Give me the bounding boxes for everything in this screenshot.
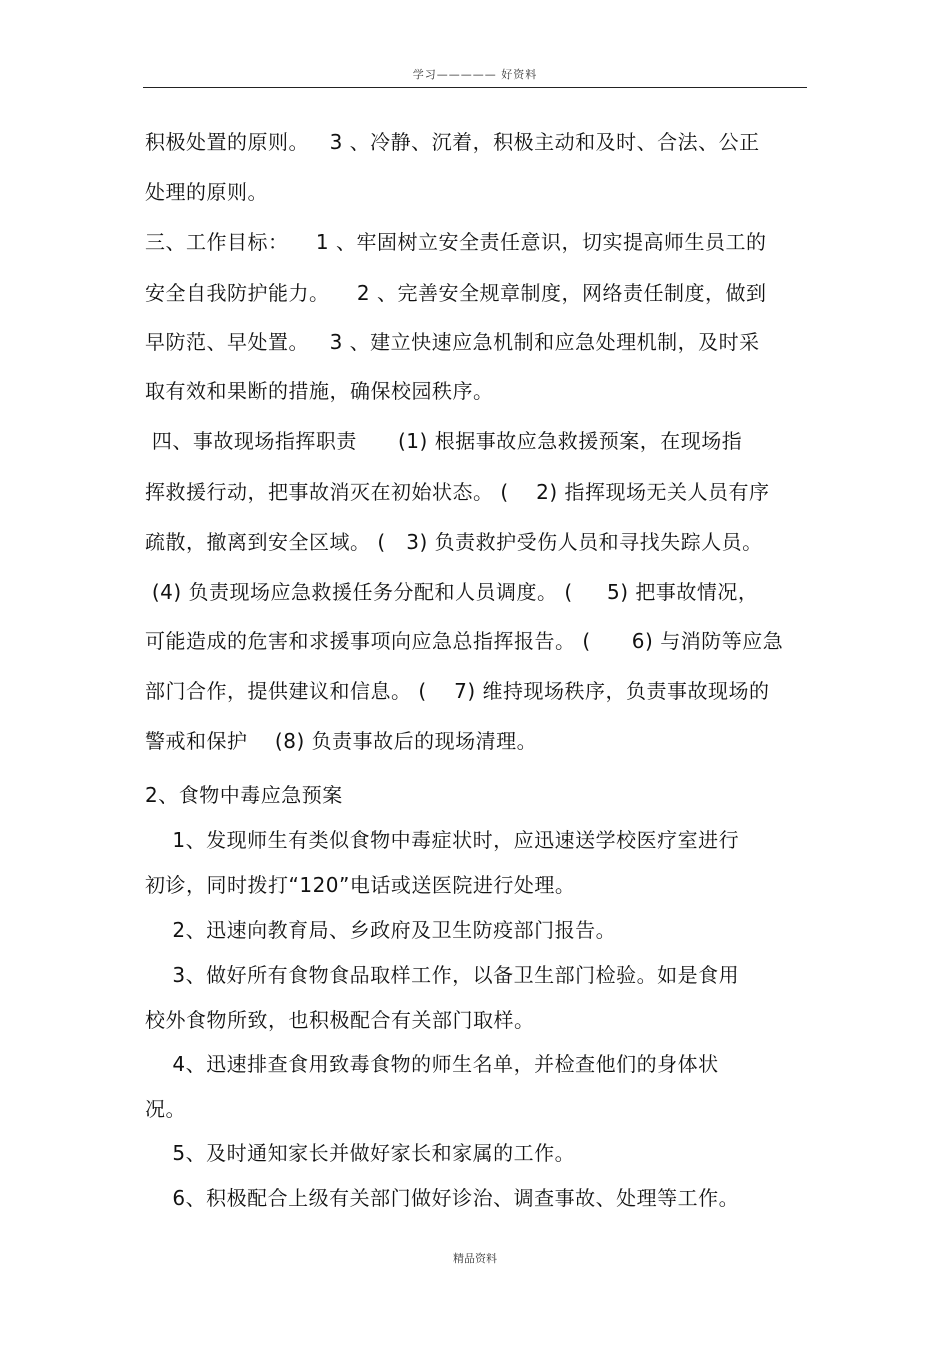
text-line: 校外食物所致，也积极配合有关部门取样。 [145,1008,535,1032]
text-line: 处理的原则。 [145,180,268,204]
text-line: 早防范、早处置。 3 、建立快速应急机制和应急处理机制，及时采 [145,330,760,354]
text-line: 取有效和果断的措施，确保校园秩序。 [145,379,494,403]
page-footer: 精品资料 [453,1252,497,1265]
text-line: 积极处置的原则。 3 、冷静、沉着，积极主动和及时、合法、公正 [145,130,760,154]
text-line: 2、迅速向教育局、乡政府及卫生防疫部门报告。 [145,918,617,942]
text-line: 三、工作目标： 1 、牢固树立安全责任意识，切实提高师生员工的 [145,230,767,254]
text-line: 安全自我防护能力。 2 、完善安全规章制度，网络责任制度，做到 [145,281,767,305]
text-line: 疏散，撤离到安全区域。 ( 3) 负责救护受伤人员和寻找失踪人员。 [145,530,763,554]
header-divider [143,87,807,88]
text-line: 可能造成的危害和求援事项向应急总指挥报告。 ( 6) 与消防等应急 [145,629,784,653]
page-header: 学习————— 好资料 [412,68,538,81]
text-line: 挥救援行动，把事故消灭在初始状态。 ( 2) 指挥现场无关人员有序 [145,480,770,504]
text-line: 1、发现师生有类似食物中毒症状时，应迅速送学校医疗室进行 [145,828,740,852]
text-line: 部门合作，提供建议和信息。 ( 7) 维持现场秩序，负责事故现场的 [145,679,770,703]
section-heading: 2、食物中毒应急预案 [145,783,343,807]
text-line: 初诊，同时拨打“120”电话或送医院进行处理。 [145,873,576,897]
text-line: 5、及时通知家长并做好家长和家属的工作。 [145,1141,576,1165]
text-line: 3、做好所有食物食品取样工作，以备卫生部门检验。如是食用 [145,963,740,987]
text-line: (4) 负责现场应急救援任务分配和人员调度。 ( 5) 把事故情况， [145,580,759,604]
section-heading: 四、事故现场指挥职责 (1) 根据事故应急救援预案，在现场指 [145,429,743,453]
text-line: 4、迅速排查食用致毒食物的师生名单，并检查他们的身体状 [145,1052,719,1076]
text-line: 况。 [145,1097,186,1121]
text-line: 警戒和保护 (8) 负责事故后的现场清理。 [145,729,538,753]
text-line: 6、积极配合上级有关部门做好诊治、调查事故、处理等工作。 [145,1186,740,1210]
